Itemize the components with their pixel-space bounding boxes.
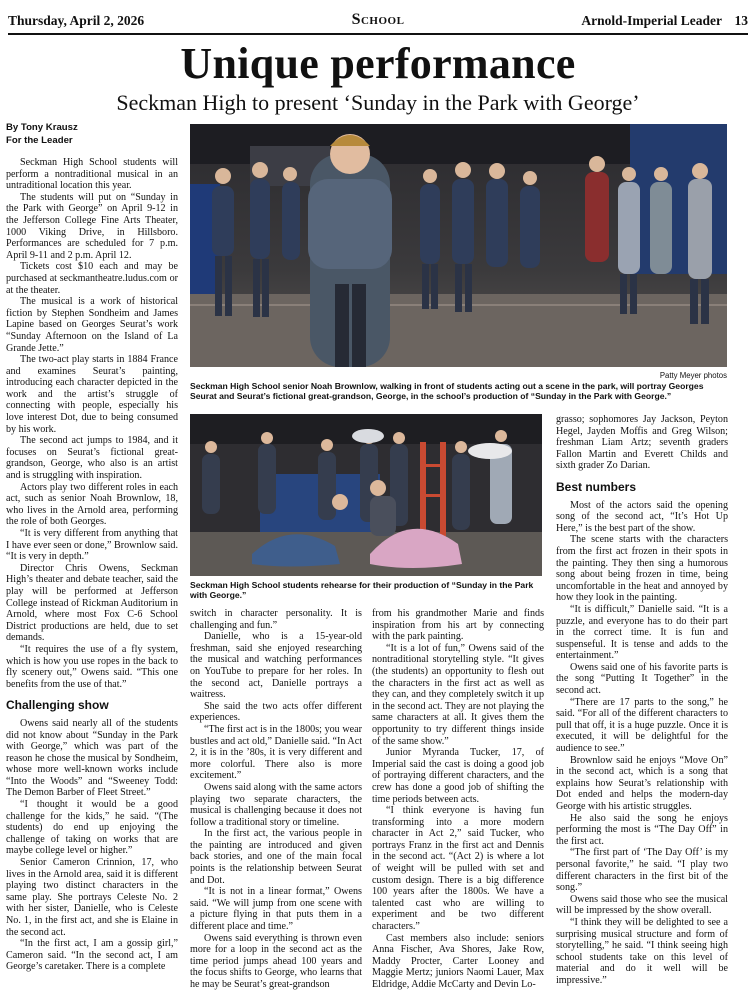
article-paragraph: Junior Myranda Tucker, 17, of Imperial said the cast is doing a good job of portraying different characters, and the crew has done a good job of shifting the time periods between acts.	[372, 747, 544, 805]
article-paragraph: Seckman High School students will perform a nontraditional musical in an untraditional location this year.	[6, 157, 178, 192]
article-column-2	[190, 608, 362, 990]
header-rule	[8, 33, 748, 35]
article-paragraph: In the first act, the various people in the painting are introduced and given back stories, and one of the main focal points is the relationship between Seurat and Dot.	[190, 828, 362, 886]
article-paragraph: Most of the actors said the opening song of the second act, “It’s Hot Up Here,” is the best part of the show.	[556, 499, 728, 534]
article-paragraph: The two-act play starts in 1884 France and examines Seurat’s painting, introducing each character depicted in the work and the artist’s struggle of connecting with people, especially his love interest Dot, due to being consumed by his work.	[6, 354, 178, 435]
headline: Unique performance	[180, 39, 576, 88]
article-paragraph: Danielle, who is a 15-year-old freshman, said she enjoyed researching the musical and watching performances on YouTube to prepare for her roles. In the second act, Danielle portrays a waitress.	[190, 631, 362, 701]
article-column-4	[556, 414, 728, 986]
article-paragraph: Owens said one of his favorite parts is the song “Putting It Together” in the second act.	[556, 661, 728, 697]
subheadline: Seckman High to present ‘Sunday in the Park with George’	[116, 90, 640, 115]
article-paragraph: The second act jumps to 1984, and it focuses on Seurat’s fictional great-grandson, George, who also is an artist and is struggling with inspiration.	[6, 435, 178, 482]
article-paragraph: “I thought it would be a good challenge for the kids,” he said. “(The students) do end up enjoying the challenge of taking on works that are maybe college level or higher.”	[6, 799, 178, 857]
article-paragraph: Owens said along with the same actors playing two separate characters, the musical is challenging because it does not follow a traditional story or timeline.	[190, 781, 362, 828]
article-paragraph: “It is not in a linear format,” Owens said. “We will jump from one scene with a picture flying in that puts them in a different place and time.”	[190, 886, 362, 933]
article-paragraph: Tickets cost $10 each and may be purchased at seckmantheatre.ludus.com or at the theater.	[6, 261, 178, 296]
byline-author: By Tony Krausz	[6, 122, 78, 133]
article-paragraph: “It is very different from anything that I have ever seen or done,” Brownlow said. “It is very in depth.”	[6, 528, 178, 563]
newspaper-name: Arnold-Imperial Leader	[581, 13, 722, 28]
rehearsal-photo-second	[190, 414, 542, 576]
article-paragraph: She said the two acts offer different experiences.	[190, 700, 362, 724]
article-paragraph: “There are 17 parts to the song,” he said. “For all of the different characters to pull that off, it is a huge puzzle. Once it is executed, it will be delightful for the audience to see.”	[556, 696, 728, 755]
photo-caption-second: Seckman High School students rehearse for their production of “Sunday in the Park with George.”	[190, 580, 534, 601]
rehearsal-photo-main	[190, 124, 727, 367]
article-paragraph: “It is difficult,” Danielle said. “It is a puzzle, and everyone has to do their part in the correct time. It is fun and suspenseful. It is tense and adds to the entertainment.”	[556, 603, 728, 662]
article-paragraph: from his grandmother Marie and finds inspiration from his art by connecting with the park painting.	[372, 608, 544, 643]
page-folio	[8, 10, 748, 32]
article-paragraph: “The first act is in the 1800s; you wear bustles and act old,” Danielle said. “In Act 2, it is in the ’80s, it is very different and more colorful. There also is more excitement.”	[190, 723, 362, 782]
article-paragraph: Senior Cameron Crinnion, 17, who lives in the Arnold area, said it is different playing two distinct characters in the same play. She portrays Celeste No. 2 with her sister, Danielle, who is Celeste No. 1, in the first act, and she is Elaine in the second act.	[6, 857, 178, 938]
article-paragraph: “In the first act, I am a gossip girl,” Cameron said. “In the second act, I am George’s caretaker. There is a complete	[6, 938, 178, 973]
article-paragraph: Actors play two different roles in each act, such as senior Noah Brownlow, 18, who lives in the Arnold area, performing the role of both Georges.	[6, 481, 178, 528]
photo-caption-main: Seckman High School senior Noah Brownlow, walking in front of students acting out a scene in the park, will portray Georges Seurat and Seurat’s fictional great-grandson, George, in the school’s production of “Sunday in the Park with George.”	[190, 381, 704, 402]
photo-credit: Patty Meyer photos	[659, 371, 727, 380]
page-number: 13	[734, 13, 748, 28]
article-paragraph: Owens said nearly all of the students did not know about “Sunday in the Park with George,” which was part of the reason he chose the musical by Sondheim, whose more well-known works include “Into the Woods” and “Sweeney Todd: The Demon Barber of Fleet Street.”	[6, 717, 178, 799]
article-paragraph: Director Chris Owens, Seckman High’s theater and debate teacher, said the play will be performed at Jefferson College instead of Rickman Auditorium in Arnold, where most Fox C-6 School District productions are held, due to set demands.	[6, 562, 178, 644]
article-paragraph: Cast members also include: seniors Anna Fischer, Ava Shores, Jake Row, Maddy Procter, Carter Looney and Maggie Mertz; juniors Naomi Lauer, Max Eldridge, Addie McCarty and Devin Lo-	[372, 932, 544, 990]
subheading-best-numbers: Best numbers	[556, 479, 637, 494]
article-paragraph: The students will put on “Sunday in the Park with George” on April 9-12 in the Jefferson College Fine Arts Theater, 1000 Viking Drive, in Hillsboro. Performances are scheduled for 7 p.m. April 9-11 and 2 p.m. April 12.	[6, 191, 178, 261]
article-column-3	[372, 608, 544, 990]
article-paragraph: Owens said everything is thrown even more for a loop in the second act as the time period jumps ahead 100 years and the focus shifts to George, who learns that he may be Seurat’s great-grandson	[190, 932, 362, 990]
article-paragraph: Brownlow said he enjoys “Move On” in the second act, which is a song that explains how Seurat’s relationship with Dot ended and helps the modern-day George with his artistic struggles.	[556, 754, 728, 812]
rehearsal-photo-illustration	[190, 414, 542, 576]
subheading-challenging-show: Challenging show	[6, 698, 109, 713]
issue-date: Thursday, April 2, 2026	[8, 13, 145, 28]
article-paragraph: switch in character personality. It is challenging and fun.”	[190, 608, 362, 631]
article-paragraph: grasso; sophomores Jay Jackson, Peyton Hegel, Jayden Moffis and Greg Wilson; freshman Liam Artz; seventh graders Fallon Martin and Everett Childs and sixth grader Zo Darian.	[556, 414, 728, 472]
article-paragraph: “It is a lot of fun,” Owens said of the nontraditional storytelling style. “It gives (the students) an opportunity to flesh out the characters in the first act as well as they can, and they completely switch it up in the second act. They are not playing the same characters at all. It gives them the opportunity to try different things inside of the same show.”	[372, 642, 544, 747]
stage-photo-illustration	[190, 124, 727, 367]
section-name: School	[351, 11, 405, 28]
article-paragraph: Owens said those who see the musical will be impressed by the show overall.	[556, 893, 728, 917]
article-paragraph: The musical is a work of historical fiction by Stephen Sondheim and James Lapine based on Georges Seurat’s work “Sunday Afternoon on the Island of La Grande Jette.”	[6, 296, 178, 354]
article-paragraph: He also said the song he enjoys performing the most is “The Day Off” in the first act.	[556, 812, 728, 847]
byline-outlet: For the Leader	[6, 134, 73, 146]
byline	[6, 122, 178, 147]
article-paragraph: “The first part of ‘The Day Off’ is my personal favorite,” he said. “I play two different characters in the first bit of the song.”	[556, 847, 728, 894]
article-paragraph: “It requires the use of a fly system, which is how you use ropes in the back to fly scenery out,” Owens said. “This one benefits from the use of that.”	[6, 643, 178, 690]
article-paragraph: “I think everyone is having fun transforming into a more modern character in Act 2,” said Tucker, who portrays Franz in the first act and Dennis in the second act. “(Act 2) is where a lot of weight will be pulled with set and custom design. There is a big difference 100 years after the 1800s. We have a talented cast who are willing to experiment and be two different characters.”	[372, 805, 544, 933]
article-column-1	[6, 157, 178, 979]
article-paragraph: The scene starts with the characters from the first act frozen in their spots in the painting. They then sing a humorous song about being frozen in time, being uncomfortable in the heat and annoyed by how they look in the painting.	[556, 534, 728, 604]
article-paragraph: “I think they will be delighted to see a surprising musical structure and form of storytelling,” he said. “I think seeing high school students take on this level of material and do it well will be impressive.”	[556, 916, 728, 986]
